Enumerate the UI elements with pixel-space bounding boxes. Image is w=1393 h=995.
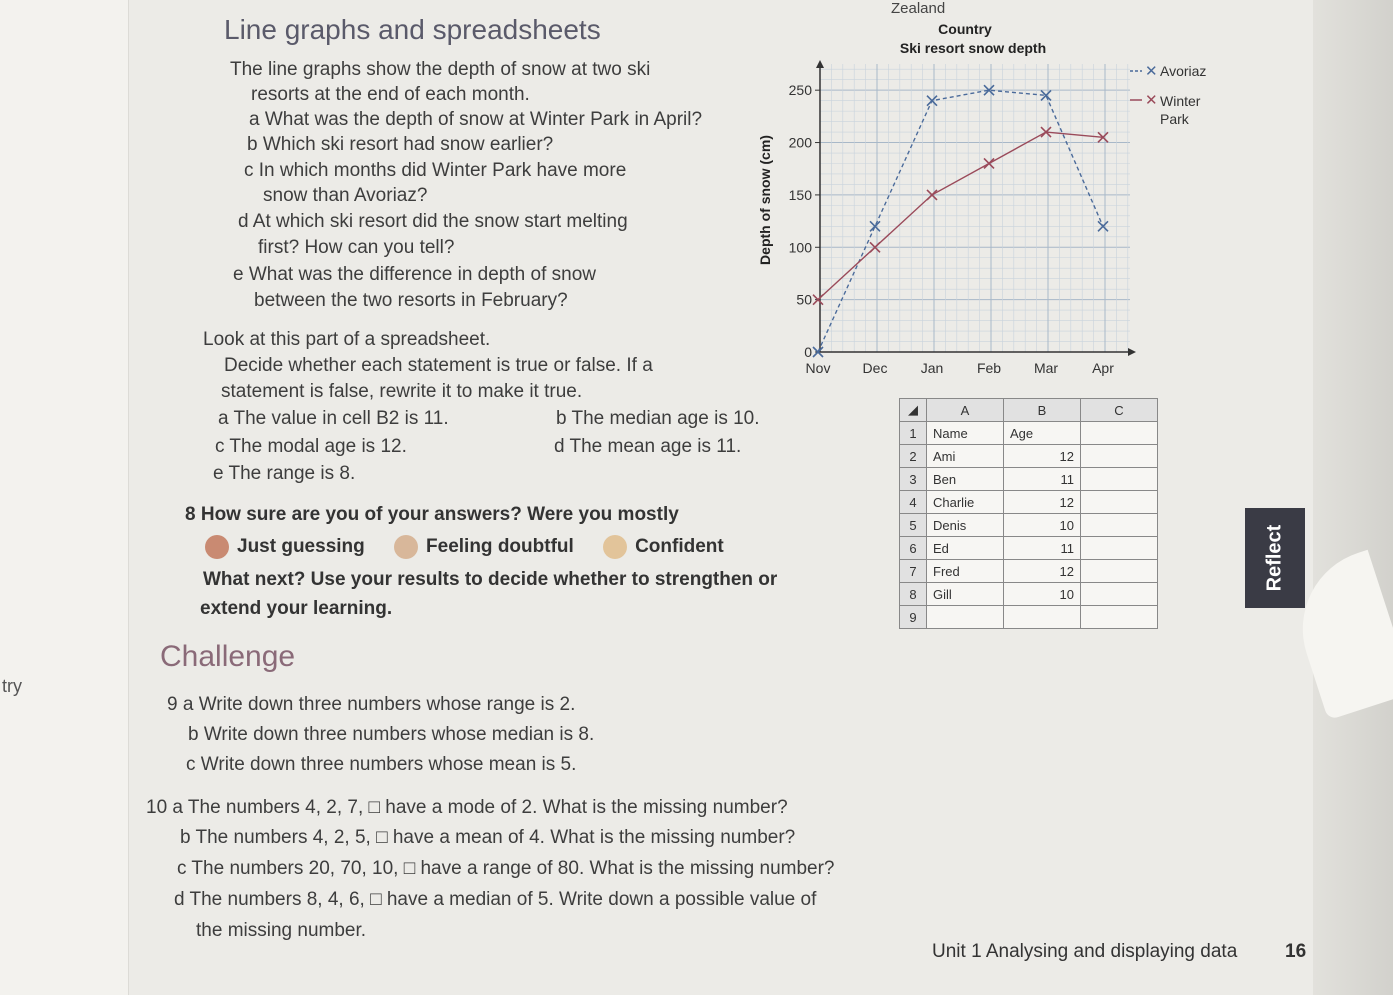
cell-c [1081,583,1158,606]
what-next-line1: What next? Use your results to decide whether to strengthen or [203,569,778,590]
y-tick-label: 50 [796,291,812,308]
cell-c [1081,468,1158,491]
y-tick-label: 250 [788,82,812,99]
q6-part-a: a What was the depth of snow at Winter Park in April? [249,109,703,130]
q10-part-d-line2: the missing number. [196,920,367,941]
option-feeling-doubtful: Feeling doubtful [426,536,574,558]
cell-b: Age [1004,422,1081,445]
row-number: 5 [900,514,927,537]
row-number: 9 [900,606,927,629]
spreadsheet-row [900,560,1158,583]
cell-b: 11 [1004,468,1081,491]
chart-ticks [789,82,1115,376]
chart-header-label: Country [938,21,992,37]
top-note: Zealand [891,0,946,17]
q6-part-e-line2: between the two resorts in February? [254,290,568,311]
snow-depth-chart [750,14,1230,384]
y-tick-label: 200 [788,134,812,151]
q7-intro-line2: Decide whether each statement is true or false. If a [224,355,653,376]
q8-question: 8 How sure are you of your answers? Were you mostly [185,504,679,525]
column-header-c: C [1081,399,1158,422]
spreadsheet-row [900,514,1158,537]
column-header-a: A [927,399,1004,422]
q10-part-c: c The numbers 20, 70, 10, □ have a range of 80. What is the missing number? [177,858,835,879]
chart-legend [1130,63,1206,127]
cell-b: 12 [1004,491,1081,514]
column-header-b: B [1004,399,1081,422]
chart-title: Ski resort snow depth [899,40,1047,56]
q6-part-d-line1: d At which ski resort did the snow start melting [238,211,628,232]
spreadsheet-row [900,468,1158,491]
chart-grid [820,64,1130,352]
q7-intro-line1: Look at this part of a spreadsheet. [203,329,491,350]
cell-a: Name [927,422,1004,445]
spreadsheet-row [900,583,1158,606]
corner-cell: ◢ [900,399,927,422]
x-tick-label: Mar [1033,360,1059,376]
row-number: 6 [900,537,927,560]
neutral-face-icon [394,535,418,559]
row-number: 2 [900,445,927,468]
row-number: 7 [900,560,927,583]
cell-a: Ed [927,537,1004,560]
cell-a: Gill [927,583,1004,606]
spreadsheet-row [900,606,1158,629]
legend-winterpark-label-2: Park [1160,111,1189,127]
option-just-guessing: Just guessing [237,536,365,558]
cell-c [1081,537,1158,560]
y-tick-label: 0 [804,344,812,360]
q6-intro-line2: resorts at the end of each month. [251,84,530,105]
q6-part-b: b Which ski resort had snow earlier? [247,134,554,155]
cell-a: Fred [927,560,1004,583]
spreadsheet-row [900,491,1158,514]
q9-part-a: 9 a Write down three numbers whose range is 2. [167,694,576,715]
cell-b: 11 [1004,537,1081,560]
q7-part-a: a The value in cell B2 is 11. [218,408,449,429]
q7-part-b: b The median age is 10. [556,408,760,429]
q6-intro-line1: The line graphs show the depth of snow at two ski [230,59,651,80]
legend-winterpark-label-1: Winter [1160,93,1201,109]
cell-b [1004,606,1081,629]
spreadsheet-row [900,422,1158,445]
previous-page-edge [0,0,129,995]
series-line-avoriaz [818,90,1103,352]
x-tick-label: Jan [920,360,944,376]
cell-b: 10 [1004,583,1081,606]
happy-face-icon [603,535,627,559]
q7-intro-line3: statement is false, rewrite it to make it true. [221,381,583,402]
cell-a: Charlie [927,491,1004,514]
row-number: 4 [900,491,927,514]
page-number: 16 [1285,941,1307,962]
cell-c [1081,514,1158,537]
q7-part-c: c The modal age is 12. [215,436,407,457]
y-axis-arrow [816,60,824,68]
page-shadow [1313,0,1393,995]
x-tick-label: Apr [1092,360,1114,376]
cell-b: 12 [1004,445,1081,468]
q6-part-c-line1: c In which months did Winter Park have more [244,160,627,181]
challenge-heading: Challenge [160,640,296,673]
reflect-tab [1245,508,1305,608]
q6-part-c-line2: snow than Avoriaz? [263,185,428,206]
cell-c [1081,445,1158,468]
sad-face-icon [205,535,229,559]
q9-part-c: c Write down three numbers whose mean is 5. [186,754,577,775]
y-tick-label: 150 [788,186,812,203]
q10-part-d-line1: d The numbers 8, 4, 6, □ have a median of 5. Write down a possible value of [174,889,817,910]
q10-part-b: b The numbers 4, 2, 5, □ have a mean of 4. What is the missing number? [180,827,796,848]
legend-avoriaz-label: Avoriaz [1160,63,1207,79]
cell-a: Ben [927,468,1004,491]
row-number: 3 [900,468,927,491]
y-tick-label: 100 [788,239,812,256]
confidence-options [205,535,724,559]
cell-b: 12 [1004,560,1081,583]
cell-c [1081,491,1158,514]
option-confident: Confident [635,536,724,558]
q6-part-d-line2: first? How can you tell? [258,237,455,258]
q6-part-e-line1: e What was the difference in depth of snow [233,264,596,285]
cell-a: Ami [927,445,1004,468]
unit-footer: Unit 1 Analysing and displaying data [932,941,1238,962]
what-next-line2: extend your learning. [200,598,393,619]
chart-axes [816,60,1136,356]
cell-b: 10 [1004,514,1081,537]
spreadsheet-row [900,445,1158,468]
section-title: Line graphs and spreadsheets [224,14,601,45]
q7-part-e: e The range is 8. [213,463,356,484]
x-tick-label: Feb [976,360,1002,376]
cell-c [1081,606,1158,629]
reflect-label: Reflect [1263,524,1286,592]
legend-winterpark-marker: ✕ [1145,92,1158,109]
row-number: 8 [900,583,927,606]
q7-part-d: d The mean age is 11. [554,436,742,457]
margin-note: try [2,676,22,696]
x-axis-arrow [1128,348,1136,356]
legend-avoriaz-marker: ✕ [1145,63,1158,80]
q9-part-b: b Write down three numbers whose median is 8. [188,724,595,745]
cell-c [1081,422,1158,445]
x-tick-label: Dec [862,360,888,376]
q10-part-a: 10 a The numbers 4, 2, 7, □ have a mode of 2. What is the missing number? [146,797,788,818]
cell-a: Denis [927,514,1004,537]
cell-c [1081,560,1158,583]
x-tick-label: Nov [805,360,831,376]
chart-series [813,85,1108,357]
row-number: 1 [900,422,927,445]
y-axis-label: Depth of snow (cm) [757,135,773,265]
spreadsheet [899,398,1158,629]
spreadsheet-header-row [900,399,1158,422]
spreadsheet-row [900,537,1158,560]
cell-a [927,606,1004,629]
